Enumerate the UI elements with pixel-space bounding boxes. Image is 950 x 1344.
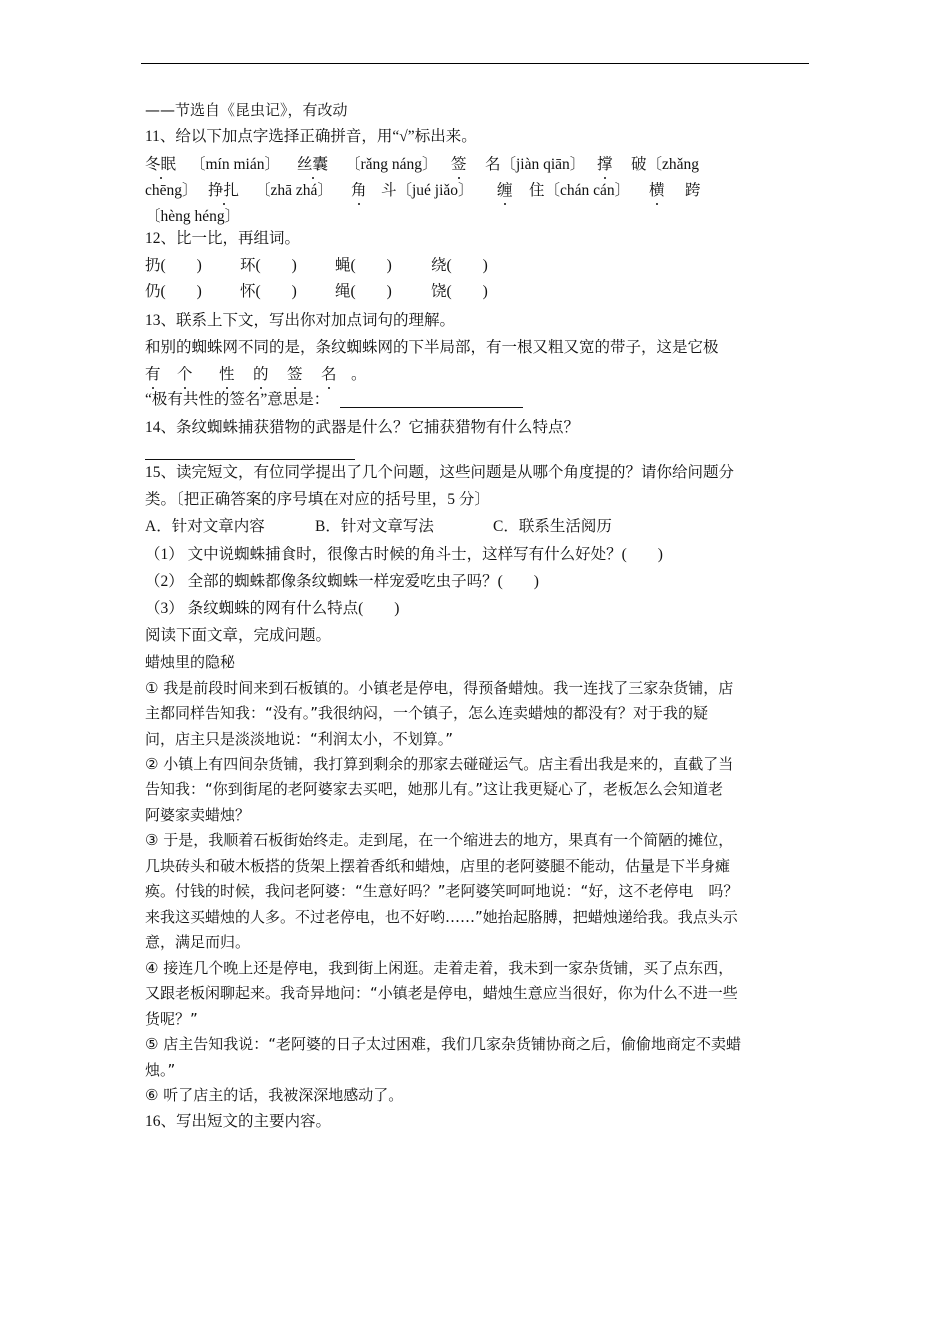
story-line: ③ 于是，我顺着石板街始终走。走到尾，在一个缩进去的地方，果真有一个简陋的摊位， <box>145 831 734 849</box>
q11-pinyin-2: 〔rǎng náng〕 <box>345 156 438 173</box>
story-line: 又跟老板闲聊起来。我奇异地问：“小镇老是停电，蜡烛生意应当很好，你为什么不进一些 <box>145 984 738 1002</box>
q13-char-5: 签 <box>287 366 303 383</box>
q12-char-5: 仍( ) <box>145 283 202 300</box>
q13-prompt-text: “极有共性的签名”意思是： <box>145 391 330 408</box>
q15-line1: 15、读完短文，有位同学提出了几个问题，这些问题是从哪个角度提的？请你给问题分 <box>145 464 735 481</box>
story-line: 来我这买蜡烛的人多。不过老停电，也不好哟……”她抬起胳膊，把蜡烛递给我。我点头示 <box>145 908 738 926</box>
q13-char-3: 性 <box>219 366 235 383</box>
q12-char-7: 绳( ) <box>335 283 392 300</box>
q14-title: 14、条纹蜘蛛捕获猎物的武器是什么？它捕获猎物有什么特点？ <box>145 419 580 436</box>
story-line: 货呢？” <box>145 1010 198 1028</box>
q11-word-4: 撑 <box>597 156 613 173</box>
q13-period: 。 <box>351 366 367 383</box>
q13-passage-text: 和别的蜘蛛网不同的是，条纹蜘蛛网的下半局部，有一根又粗又宽的带子，这是它极 <box>145 339 719 356</box>
q11-pinyin-1: 〔mín mián〕 <box>190 156 280 173</box>
q13-char-2: 个 <box>177 366 193 383</box>
story-line: 烛。” <box>145 1061 176 1079</box>
story-line: ② 小镇上有四间杂货铺，我打算到剩余的那家去碰碰运气。店主看出我是来的，直截了当 <box>145 755 734 773</box>
q11-pinyin-4: 破〔zhǎng <box>631 156 700 173</box>
q16-title: 16、写出短文的主要内容。 <box>145 1113 332 1130</box>
story-line: 主都同样告知我：“没有。”我很纳闷，一个镇子，怎么连卖蜡烛的都没有？对于我的疑 <box>145 704 709 722</box>
q13-char-4: 的 <box>253 366 269 383</box>
q11-pinyin-8: 〔hèng héng〕 <box>145 208 241 225</box>
q15-item-3: （3） 条纹蜘蛛的网有什么特点( ) <box>145 600 400 617</box>
story-line: 意，满足而归。 <box>145 933 251 951</box>
q15-option-a: A．针对文章内容 <box>145 518 265 535</box>
source-line: ——节选自《昆虫记》，有改动 <box>145 101 348 119</box>
story-line: 几块砖头和破木板搭的货架上摆着香纸和蜡烛，店里的老阿婆腿不能动，估量是下半身瘫 <box>145 857 731 875</box>
q13-char-6: 名 <box>321 366 337 383</box>
q12-title: 12、比一比，再组词。 <box>145 230 301 247</box>
reading-intro: 阅读下面文章，完成问题。 <box>145 627 332 644</box>
q15-option-c: C．联系生活阅历 <box>493 518 612 535</box>
story-line: 告知我：“你到街尾的老阿婆家去买吧，她那儿有。”这让我更疑心了，老板怎么会知道老 <box>145 780 724 798</box>
q11-pinyin-6: 斗〔jué jiǎo〕 <box>381 182 474 199</box>
story-line: ⑤ 店主告知我说：“老阿婆的日子太过困难，我们几家杂货铺协商之后，偷偷地商定不卖蜡 <box>145 1035 741 1053</box>
q15-option-b: B．针对文章写法 <box>315 518 434 535</box>
q13-title: 13、联系上下文，写出你对加点词句的理解。 <box>145 312 456 329</box>
q12-char-4: 绕( ) <box>431 257 488 274</box>
q11-pinyin-4-end: chēng〕 <box>145 182 198 199</box>
story-line: 问，店主只是淡淡地说：“利润太小，不划算。” <box>145 730 454 748</box>
q11-word-2: 丝囊 <box>297 156 329 173</box>
q14-answer-blank[interactable] <box>145 443 355 460</box>
q13-passage <box>145 338 815 358</box>
q11-pinyin-3: 名〔jiàn qiān〕 <box>485 156 586 173</box>
q11-pinyin-5: 〔zhā zhá〕 <box>255 182 333 199</box>
q15-item-2: （2） 全部的蜘蛛都像条纹蜘蛛一样宠爱吃虫子吗？( ) <box>145 573 539 590</box>
q12-char-8: 饶( ) <box>431 283 488 300</box>
q11-word-3: 签 <box>451 156 467 173</box>
story-line: ① 我是前段时间来到石板镇的。小镇老是停电，得预备蜡烛。我一连找了三家杂货铺，店 <box>145 679 734 697</box>
q13-char-1: 有 <box>145 366 161 383</box>
q11-title: 11、给以下加点字选择正确拼音，用“√”标出来。 <box>145 128 477 145</box>
q11-word-6: 角 <box>351 182 367 199</box>
q11-pinyin-7: 住〔chán cán〕 <box>529 182 631 199</box>
q11-word-8-end: 跨 <box>685 182 701 199</box>
q13-answer-blank[interactable] <box>340 391 523 408</box>
story-line: 痪。付钱的时候，我问老阿婆：“生意好吗？”老阿婆笑呵呵地说：“好，这不老停电 吗？ <box>145 882 739 900</box>
q12-char-6: 怀( ) <box>240 283 297 300</box>
q11-word-8: 横 <box>649 182 665 199</box>
q11-word-7: 缠 <box>497 182 513 199</box>
header-rule <box>141 63 809 64</box>
q11-word-1: 冬眠 <box>145 156 177 173</box>
story-line: 阿婆家卖蜡烛？ <box>145 806 251 824</box>
q15-item-1: （1） 文中说蜘蛛捕食时，很像古时候的角斗士，这样写有什么好处？( ) <box>145 546 663 563</box>
q15-line2: 类。〔把正确答案的序号填在对应的括号里，5 分〕 <box>145 491 490 508</box>
story-title: 蜡烛里的隐秘 <box>145 653 236 671</box>
q12-char-3: 蝇( ) <box>335 257 392 274</box>
q12-char-1: 扔( ) <box>145 257 202 274</box>
q11-word-5: 挣扎 <box>208 182 240 199</box>
story-line: ④ 接连几个晚上还是停电，我到街上闲逛。走着走着，我未到一家杂货铺，买了点东西， <box>145 959 734 977</box>
q12-char-2: 环( ) <box>240 257 297 274</box>
story-line: ⑥ 听了店主的话，我被深深地感动了。 <box>145 1086 404 1104</box>
